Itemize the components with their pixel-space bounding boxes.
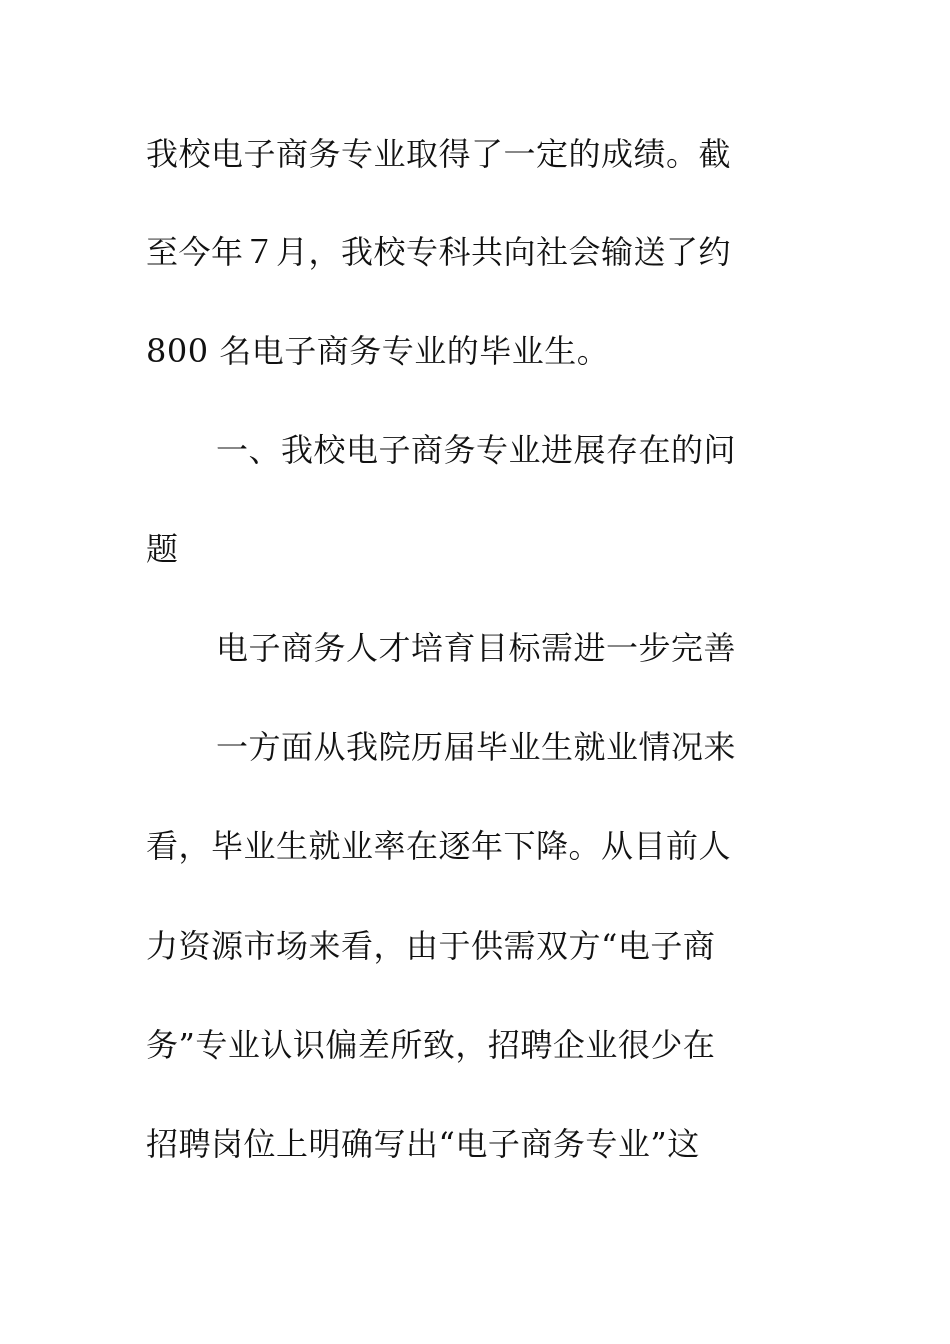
text-line: 我校电子商务专业取得了一定的成绩。截 <box>146 135 732 173</box>
text-line: 800 名电子商务专业的毕业生。 <box>146 332 610 370</box>
section-heading-continued: 题 <box>146 530 179 568</box>
text-line: 至今年７月，我校专科共向社会输送了约 <box>146 233 732 271</box>
subheading: 电子商务人才培育目标需进一步完善 <box>216 629 737 667</box>
text-line: 一方面从我院历届毕业生就业情况来 <box>216 728 737 766</box>
text-line: 招聘岗位上明确写出“电子商务专业”这 <box>146 1125 700 1163</box>
section-heading: 一、我校电子商务专业进展存在的问 <box>216 431 737 469</box>
text-line: 看，毕业生就业率在逐年下降。从目前人 <box>146 827 732 865</box>
text-line: 务”专业认识偏差所致，招聘企业很少在 <box>146 1026 716 1064</box>
text-line: 力资源市场来看，由于供需双方“电子商 <box>146 927 716 965</box>
